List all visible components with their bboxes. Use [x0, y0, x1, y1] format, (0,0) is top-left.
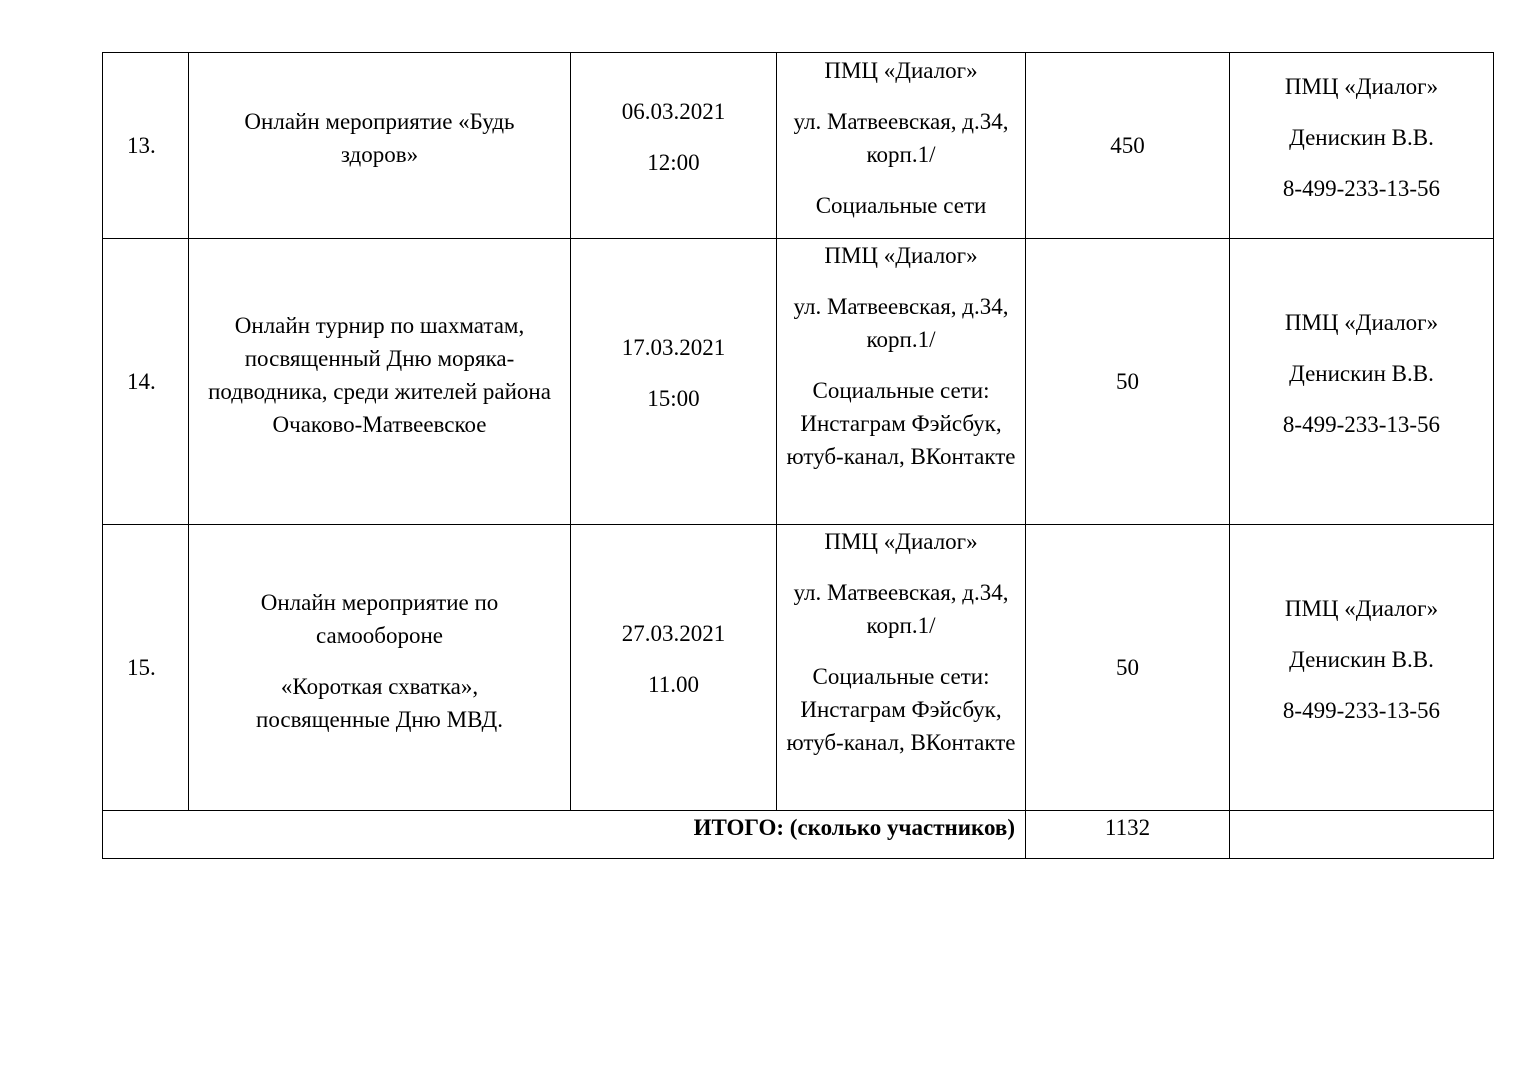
event-time: 15:00: [647, 386, 700, 411]
table-row: [103, 239, 1494, 525]
event-name-cell: [189, 239, 571, 525]
contact-person: Денискин В.В.: [1289, 647, 1434, 672]
total-value: 1132: [1026, 811, 1230, 859]
participants-cell: 50: [1026, 239, 1230, 525]
event-time: 12:00: [647, 150, 700, 175]
event-name-continued: «Короткая схватка», посвященные Дню МВД.: [256, 674, 503, 732]
datetime-cell: [571, 239, 777, 525]
contact-org: ПМЦ «Диалог»: [1284, 596, 1439, 621]
event-name: Онлайн турнир по шахматам, посвященный Дню моряка-подводника, среди жителей района Очаково-Матвеевское: [208, 313, 551, 437]
place-address: ул. Матвеевская, д.34, корп.1/: [793, 294, 1009, 352]
place-org: ПМЦ «Диалог»: [824, 243, 978, 268]
table-row: [103, 525, 1494, 811]
contact-phone: 8-499-233-13-56: [1282, 698, 1441, 723]
place-org: ПМЦ «Диалог»: [824, 58, 978, 83]
row-number: 15.: [103, 525, 189, 811]
event-time: 11.00: [648, 672, 699, 697]
contact-cell: [1230, 525, 1494, 811]
place-cell: [777, 53, 1026, 239]
contact-org: ПМЦ «Диалог»: [1284, 310, 1439, 335]
contact-org: ПМЦ «Диалог»: [1284, 74, 1439, 99]
contact-cell: [1230, 239, 1494, 525]
row-number: 14.: [103, 239, 189, 525]
place-cell: [777, 525, 1026, 811]
event-date: 06.03.2021: [621, 99, 726, 124]
place-address: ул. Матвеевская, д.34, корп.1/: [793, 580, 1009, 638]
contact-cell: [1230, 53, 1494, 239]
event-name-cell: [189, 525, 571, 811]
total-empty-cell: [1230, 811, 1494, 859]
place-social: Социальные сети: Инстаграм Фэйсбук, ютуб-канал, ВКонтакте: [786, 664, 1016, 755]
row-number: 13.: [103, 53, 189, 239]
place-cell: [777, 239, 1026, 525]
contact-person: Денискин В.В.: [1289, 361, 1434, 386]
place-social: Социальные сети: Инстаграм Фэйсбук, ютуб-канал, ВКонтакте: [786, 378, 1016, 469]
table-row: [103, 53, 1494, 239]
participants-cell: 50: [1026, 525, 1230, 811]
events-table: [102, 52, 1494, 859]
place-address: ул. Матвеевская, д.34, корп.1/: [793, 109, 1009, 167]
event-name: Онлайн мероприятие по самообороне: [260, 590, 499, 648]
contact-phone: 8-499-233-13-56: [1282, 176, 1441, 201]
contact-person: Денискин В.В.: [1289, 125, 1434, 150]
place-org: ПМЦ «Диалог»: [824, 529, 978, 554]
participants-cell: 450: [1026, 53, 1230, 239]
event-name: Онлайн мероприятие «Будь здоров»: [244, 109, 515, 167]
event-date: 27.03.2021: [621, 621, 726, 646]
datetime-cell: [571, 53, 777, 239]
datetime-cell: [571, 525, 777, 811]
event-name-cell: [189, 53, 571, 239]
event-date: 17.03.2021: [621, 335, 726, 360]
place-social: Социальные сети: [815, 193, 987, 218]
contact-phone: 8-499-233-13-56: [1282, 412, 1441, 437]
total-row: [103, 811, 1494, 859]
total-label: ИТОГО: (сколько участников): [103, 811, 1026, 859]
